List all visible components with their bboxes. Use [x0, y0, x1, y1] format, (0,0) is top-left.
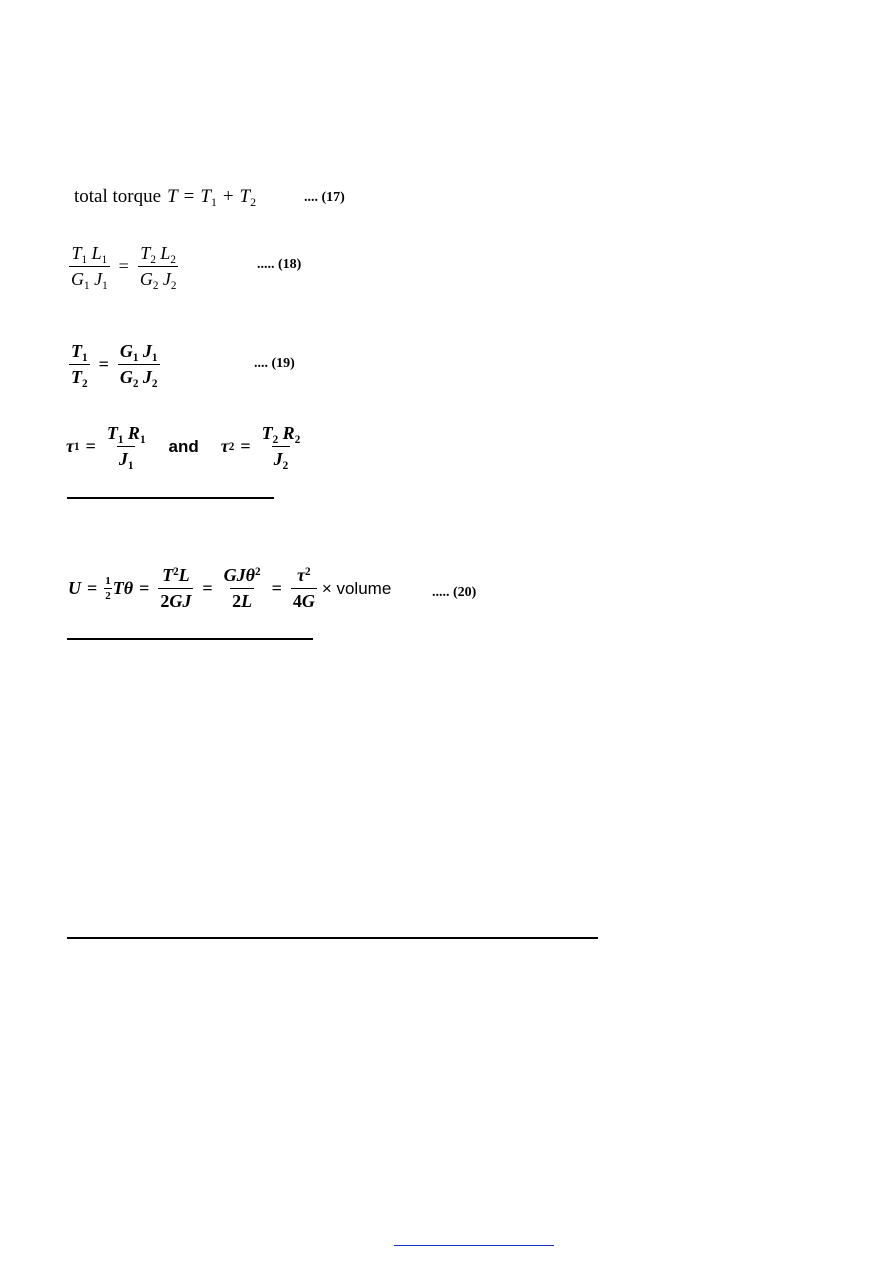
divider-2 — [67, 638, 313, 640]
divider-3 — [67, 937, 598, 939]
equation-19: $\frac{T_1}{T_2}$ = $\frac{G_1 J_1}{G_2 J_2}$ — [71, 341, 158, 390]
volume-text: × volume — [321, 578, 392, 598]
fraction-t2l-2gj: $\frac{T^2L}{2GJ}$ — [160, 565, 192, 611]
equation-shear-stress: τ 1 = $\frac{T_1 R_1}{J_1}$ and τ 2 = $\frac{T_2 R_2}{J_2}$ — [66, 423, 301, 472]
equation-17-prefix: total torque — [74, 186, 162, 207]
fraction-g1j1-g2j2: $\frac{G_1 J_1}{G_2 J_2}$ — [119, 341, 158, 390]
equation-19-number: .... (19) — [254, 356, 295, 371]
divider-1 — [67, 497, 274, 499]
fraction-gjtheta2-2l: $\frac{GJ\theta^2}{2L}$ — [223, 565, 261, 611]
fraction-t2r2-j2: $\frac{T_2 R_2}{J_2}$ — [261, 423, 301, 472]
footer-link-underline[interactable] — [394, 1245, 554, 1246]
equation-17-number: .... (17) — [304, 190, 345, 205]
fraction-one-half: $\frac{1}{2}$ — [105, 575, 111, 603]
equation-17-body: $T = T_1 + T_2$ — [167, 186, 257, 210]
fraction-t2l2-g2j2: $\frac{T_2 L_2}{G_2 J_2}$ — [139, 243, 177, 292]
equation-17 — [74, 186, 256, 208]
equation-20-number: ..... (20) — [432, 585, 477, 600]
equation-18: $\frac{T_1 L_1}{G_1 J_1}$ = $\frac{T_2 L_2}{G_2 J_2}$ — [71, 243, 177, 292]
fraction-t1-t2: $\frac{T_1}{T_2}$ — [71, 341, 88, 390]
fraction-t1r1-j1: $\frac{T_1 R_1}{J_1}$ — [106, 423, 146, 472]
and-text: and — [168, 436, 199, 456]
fraction-tau2-4g: $\frac{\tau^2}{4G}$ — [292, 565, 315, 611]
fraction-t1l1-g1j1: $\frac{T_1 L_1}{G_1 J_1}$ — [71, 243, 108, 292]
equation-18-number: ..... (18) — [257, 257, 302, 272]
equation-20: U = $\frac{1}{2}$ Tθ = $\frac{T^2L}{2GJ}$ = $\frac{GJ\theta^2}{2L}$ = $\frac{\tau^2}{4G}$ × volume — [68, 565, 392, 611]
